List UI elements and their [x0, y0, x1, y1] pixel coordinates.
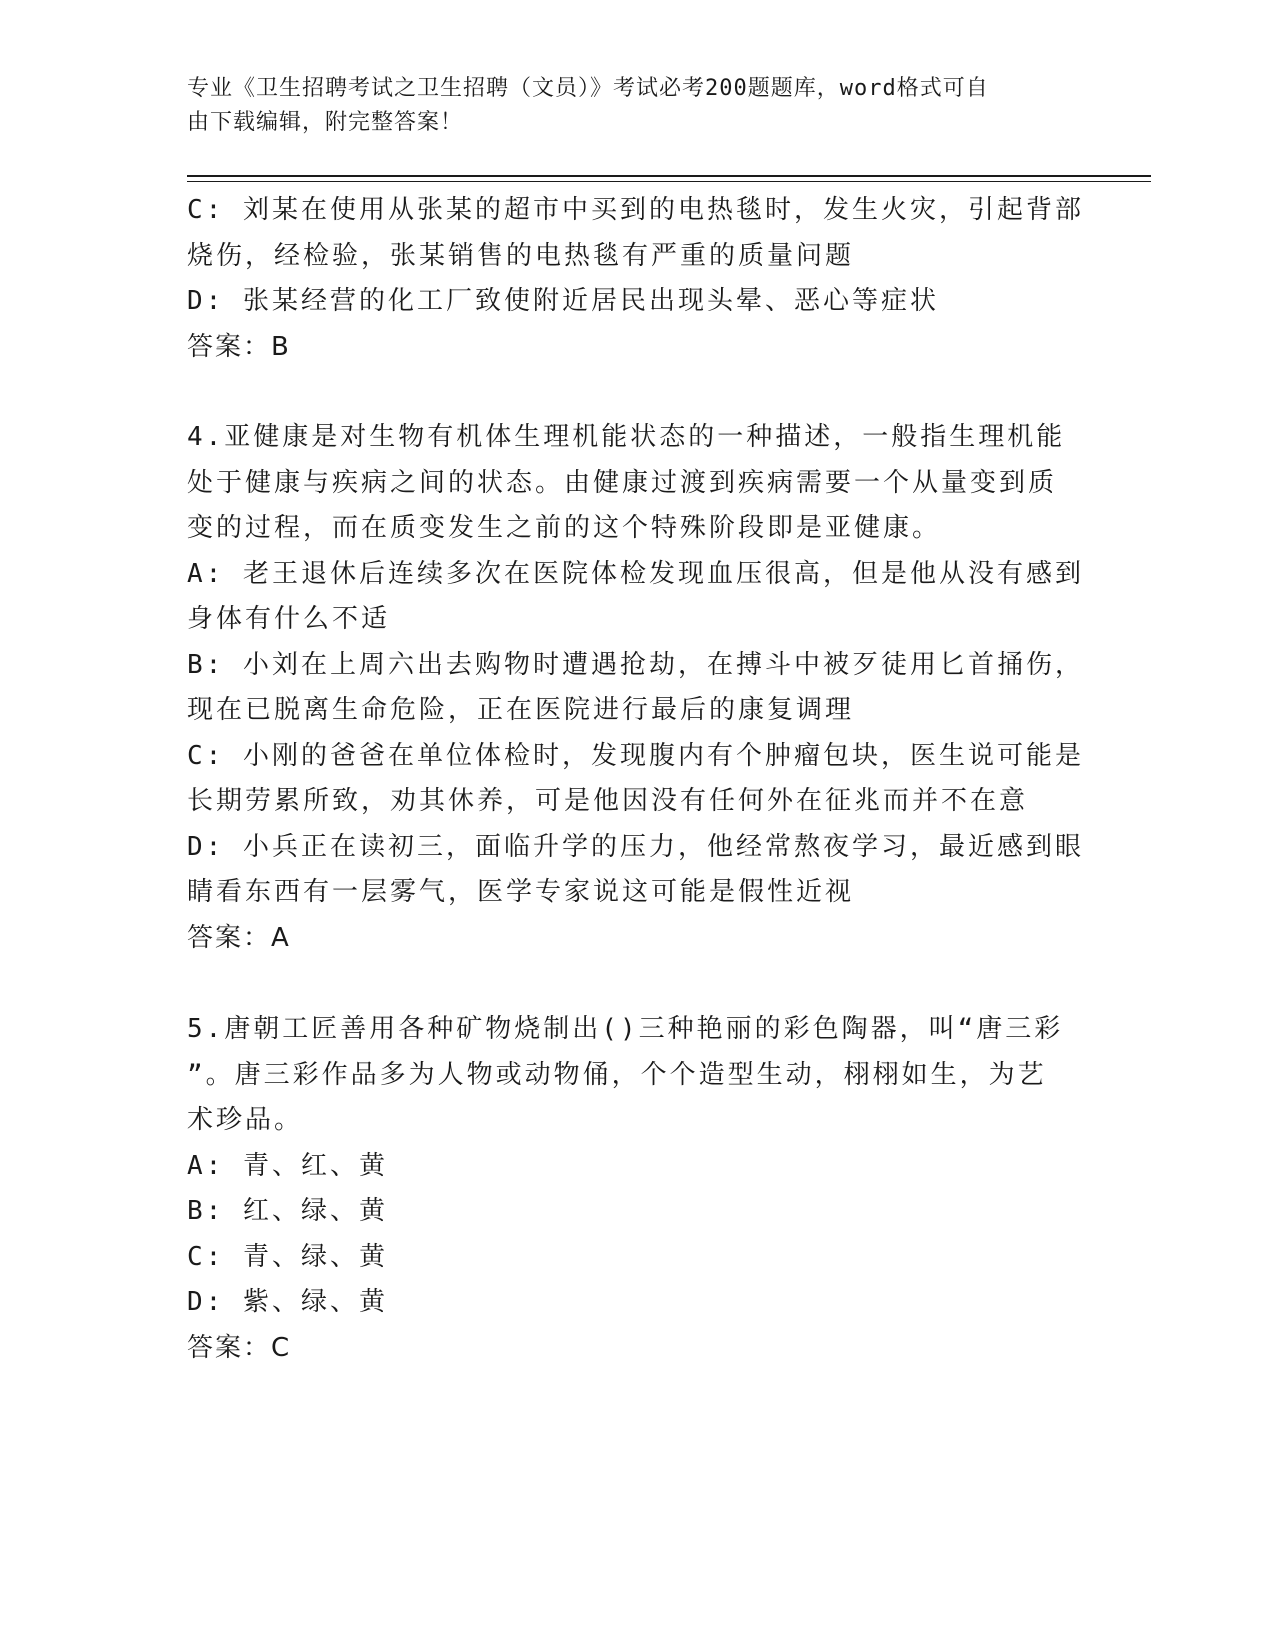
question-stem-line-3: 术珍品。: [187, 1105, 304, 1135]
question-4: [187, 415, 1087, 961]
option-b-line-1: B: 小刘在上周六出去购物时遭遇抢劫，在搏斗中被歹徒用匕首捅伤，: [187, 649, 1084, 680]
document-body: [187, 188, 1087, 1371]
option-b-line-2: 现在已脱离生命危险，正在医院进行最后的康复调理: [187, 695, 855, 725]
question-stem-line-1: 4.亚健康是对生物有机体生理机能状态的一种描述，一般指生理机能: [187, 422, 1066, 452]
option-a: A: 青、红、黄: [187, 1150, 388, 1181]
answer-label: 答案：A: [187, 922, 291, 953]
option-d: D: 紫、绿、黄: [187, 1287, 388, 1317]
question-5: [187, 1007, 1087, 1371]
spacer: [187, 961, 1087, 1007]
question-stem-line-2: ”。唐三彩作品多为人物或动物俑，个个造型生动，栩栩如生，为艺: [187, 1059, 1047, 1090]
question-stem-line-1: 5.唐朝工匠善用各种矿物烧制出()三种艳丽的彩色陶器，叫“唐三彩: [187, 1014, 1064, 1044]
option-a-line-1: A: 老王退休后连续多次在医院体检发现血压很高，但是他从没有感到: [187, 558, 1084, 589]
option-c-line-2: 烧伤，经检验，张某销售的电热毯有严重的质量问题: [187, 240, 855, 271]
header-divider-thick: [187, 175, 1151, 177]
spacer: [187, 370, 1087, 415]
option-d-line-2: 睛看东西有一层雾气，医学专家说这可能是假性近视: [187, 877, 855, 907]
document-header: [187, 72, 1067, 140]
header-divider-thin: [187, 181, 1151, 182]
question-stem-line-3: 变的过程，而在质变发生之前的这个特殊阶段即是亚健康。: [187, 513, 942, 543]
header-line-2: 由下载编辑，附完整答案！: [187, 110, 464, 135]
option-a-line-2: 身体有什么不适: [187, 604, 391, 634]
option-c-line-2: 长期劳累所致，劝其休养，可是他因没有任何外在征兆而并不在意: [187, 786, 1029, 816]
answer-label: 答案：C: [187, 1332, 292, 1363]
option-b: B: 红、绿、黄: [187, 1196, 388, 1226]
option-c-line-1: C: 刘某在使用从张某的超市中买到的电热毯时，发生火灾，引起背部: [187, 195, 1084, 225]
question-stem-line-2: 处于健康与疾病之间的状态。由健康过渡到疾病需要一个从量变到质: [187, 467, 1058, 498]
answer-label: 答案：B: [187, 331, 291, 362]
option-c-line-1: C: 小刚的爸爸在单位体检时，发现腹内有个肿瘤包块，医生说可能是: [187, 740, 1084, 771]
option-d-line-1: D: 小兵正在读初三，面临升学的压力，他经常熬夜学习，最近感到眼: [187, 831, 1084, 862]
option-c: C: 青、绿、黄: [187, 1241, 388, 1272]
option-d: D: 张某经营的化工厂致使附近居民出现头晕、恶心等症状: [187, 286, 939, 316]
question-3-tail: [187, 188, 1087, 370]
header-line-1: 专业《卫生招聘考试之卫生招聘（文员）》考试必考200题题库，word格式可自: [187, 76, 989, 101]
